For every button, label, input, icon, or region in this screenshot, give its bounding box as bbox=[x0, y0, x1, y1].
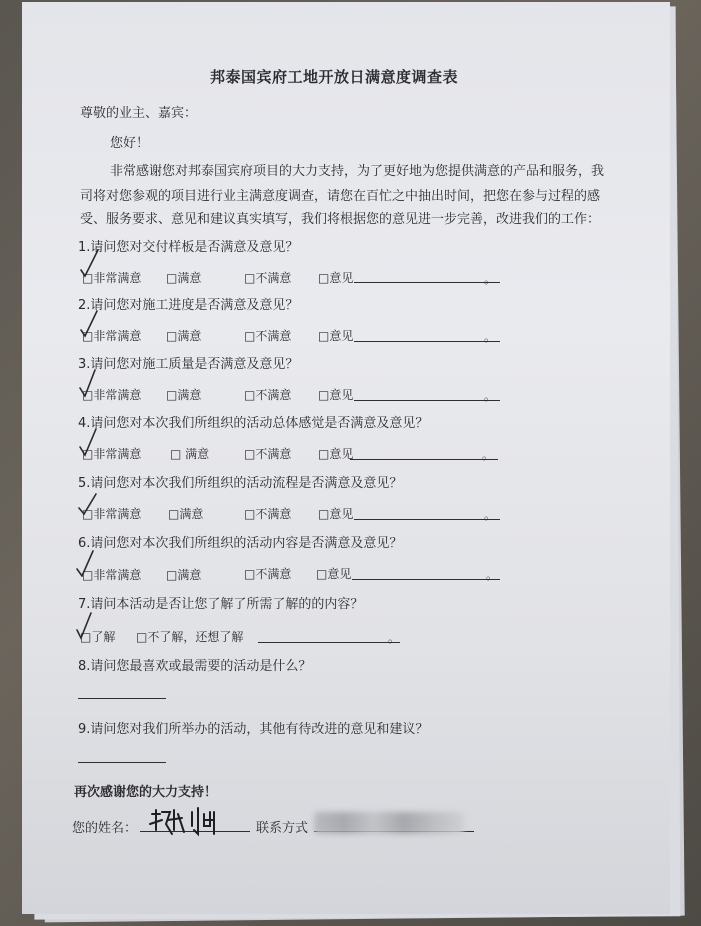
question-6: 6.请问您对本次我们所组织的活动内容是否满意及意见？ bbox=[78, 536, 403, 551]
redacted-contact bbox=[314, 812, 464, 834]
q3-option-satisfied[interactable]: □满意 bbox=[166, 388, 202, 402]
q5-option-unsatisfied[interactable]: □不满意 bbox=[244, 507, 292, 521]
q7-option-understand[interactable]: □了解 bbox=[80, 630, 116, 644]
question-3: 3.请问您对施工质量是否满意及意见？ bbox=[78, 357, 299, 372]
q6-option-opinion[interactable]: □意见 bbox=[316, 567, 352, 581]
greeting: 您好！ bbox=[110, 136, 150, 151]
question-8: 8.请问您最喜欢或最需要的活动是什么？ bbox=[78, 659, 312, 674]
signature-image bbox=[148, 804, 228, 840]
q3-period: 。 bbox=[484, 389, 497, 403]
question-4: 4.请问您对本次我们所组织的活动总体感觉是否满意及意见？ bbox=[78, 416, 429, 431]
q6-option-unsatisfied[interactable]: □不满意 bbox=[244, 567, 292, 581]
q7-checkmark-icon bbox=[74, 610, 96, 640]
intro-line-2: 司将对您参观的项目进行业主满意度调查，请您在百忙之中抽出时间，把您在参与过程的感 bbox=[80, 189, 601, 204]
question-9: 9.请问您对我们所举办的活动，其他有待改进的意见和建议？ bbox=[78, 722, 429, 737]
contact-label: 联系方式 bbox=[256, 821, 309, 836]
q3-option-opinion[interactable]: □意见 bbox=[318, 388, 354, 402]
q2-option-very-satisfied[interactable]: □非常满意 bbox=[82, 329, 142, 343]
q6-option-satisfied[interactable]: □满意 bbox=[166, 568, 202, 582]
q6-period: 。 bbox=[486, 568, 499, 582]
question-7: 7.请问本活动是否让您了解了所需了解的的内容？ bbox=[78, 597, 364, 612]
q5-opinion-line[interactable] bbox=[354, 519, 500, 520]
q4-checkmark-icon bbox=[77, 427, 99, 457]
q2-checkmark-icon bbox=[78, 308, 100, 338]
q4-period: 。 bbox=[482, 448, 495, 462]
q2-option-opinion[interactable]: □意见 bbox=[318, 329, 354, 343]
q4-option-unsatisfied[interactable]: □不满意 bbox=[244, 447, 292, 461]
q2-option-satisfied[interactable]: □满意 bbox=[166, 329, 202, 343]
intro-line-1: 非常感谢您对邦泰国宾府项目的大力支持，为了更好地为您提供满意的产品和服务，我 bbox=[110, 164, 605, 179]
question-5: 5.请问您对本次我们所组织的活动流程是否满意及意见？ bbox=[78, 476, 403, 491]
salutation: 尊敬的业主、嘉宾： bbox=[80, 106, 198, 121]
name-label: 您的姓名： bbox=[72, 821, 138, 836]
q1-option-unsatisfied[interactable]: □不满意 bbox=[244, 271, 292, 285]
q6-checkmark-icon bbox=[74, 547, 96, 577]
q5-option-opinion[interactable]: □意见 bbox=[318, 507, 354, 521]
thanks-text: 再次感谢您的大力支持！ bbox=[74, 785, 218, 800]
q2-opinion-line[interactable] bbox=[354, 341, 500, 342]
q4-option-satisfied[interactable]: □ 满意 bbox=[170, 447, 210, 461]
q7-period: 。 bbox=[388, 631, 401, 645]
q3-option-very-satisfied[interactable]: □非常满意 bbox=[82, 388, 142, 402]
q5-checkmark-icon bbox=[76, 486, 98, 516]
q5-option-satisfied[interactable]: □满意 bbox=[168, 507, 204, 521]
q3-checkmark-icon bbox=[77, 368, 99, 398]
q9-answer-line[interactable] bbox=[78, 762, 166, 763]
q7-answer-line[interactable] bbox=[258, 642, 400, 643]
q1-option-satisfied[interactable]: □满意 bbox=[166, 271, 202, 285]
q5-period: 。 bbox=[484, 508, 497, 522]
q4-option-opinion[interactable]: □意见 bbox=[318, 447, 354, 461]
q4-opinion-line[interactable] bbox=[350, 459, 498, 460]
q2-option-unsatisfied[interactable]: □不满意 bbox=[244, 329, 292, 343]
intro-line-3: 受、服务要求、意见和建议真实填写，我们将根据您的意见进一步完善，改进我们的工作： bbox=[80, 212, 601, 227]
q5-option-very-satisfied[interactable]: □非常满意 bbox=[82, 507, 142, 521]
question-2: 2.请问您对施工进度是否满意及意见？ bbox=[78, 298, 299, 313]
page-title: 邦泰国宾府工地开放日满意度调查表 bbox=[210, 68, 459, 86]
q1-checkmark-icon bbox=[78, 248, 100, 278]
q8-answer-line[interactable] bbox=[78, 698, 166, 699]
survey-sheet bbox=[22, 2, 670, 914]
q6-option-very-satisfied[interactable]: □非常满意 bbox=[82, 568, 142, 582]
q1-option-very-satisfied[interactable]: □非常满意 bbox=[82, 271, 142, 285]
q1-period: 。 bbox=[484, 272, 497, 286]
question-1: 1.请问您对交付样板是否满意及意见？ bbox=[78, 240, 299, 255]
q3-option-unsatisfied[interactable]: □不满意 bbox=[244, 388, 292, 402]
q4-option-very-satisfied[interactable]: □非常满意 bbox=[82, 447, 142, 461]
q1-opinion-line[interactable] bbox=[354, 282, 500, 283]
q7-option-want-more[interactable]: □不了解，还想了解 bbox=[136, 630, 244, 644]
q3-opinion-line[interactable] bbox=[354, 400, 500, 401]
q1-option-opinion[interactable]: □意见 bbox=[318, 271, 354, 285]
q2-period: 。 bbox=[484, 330, 497, 344]
q6-opinion-line[interactable] bbox=[352, 579, 500, 580]
